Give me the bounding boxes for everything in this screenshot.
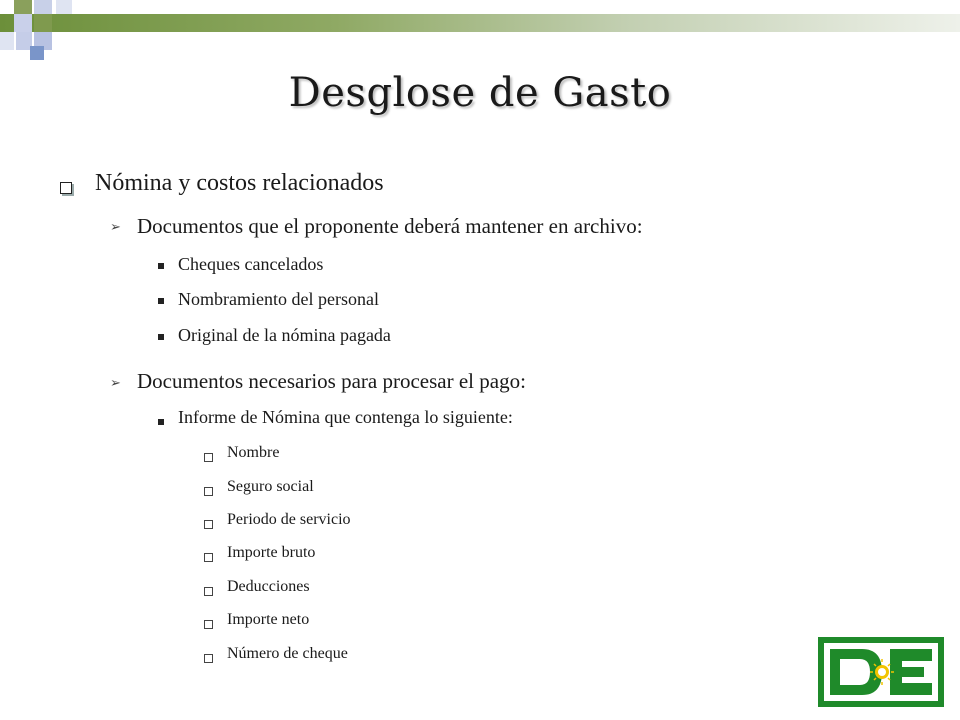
list-item: Cheques cancelados [178, 254, 324, 274]
hollow-square-bullet-icon [204, 487, 213, 496]
header-gradient-band [0, 14, 960, 32]
list-item: Nombramiento del personal [178, 289, 379, 309]
arrow-bullet-icon: ➢ [110, 219, 121, 234]
list-item: Número de cheque [227, 645, 348, 662]
header-square-decor [34, 0, 52, 14]
section-a-heading: Documentos que el proponente deberá mantener en archivo: [137, 214, 643, 238]
list-item: Deducciones [227, 578, 310, 595]
hollow-square-bullet-icon [204, 587, 213, 596]
header-square-decor [0, 32, 14, 50]
arrow-bullet-icon: ➢ [110, 375, 121, 390]
checkbox-bullet-icon [60, 182, 72, 194]
section-b-item: Informe de Nómina que contenga lo siguiente: [178, 407, 513, 427]
header-square-decor [14, 0, 32, 14]
section-b-heading: Documentos necesarios para procesar el pago: [137, 369, 526, 393]
list-item: Nombre [227, 444, 280, 461]
hollow-square-bullet-icon [204, 620, 213, 629]
hollow-square-bullet-icon [204, 453, 213, 462]
square-bullet-icon [158, 263, 164, 269]
list-item: Importe neto [227, 611, 310, 628]
square-bullet-icon [158, 298, 164, 304]
de-logo-icon [818, 637, 944, 707]
outline-level1: Nómina y costos relacionados [95, 170, 384, 196]
square-bullet-icon [158, 419, 164, 425]
list-item: Original de la nómina pagada [178, 325, 391, 345]
header-square-decor [30, 46, 44, 60]
hollow-square-bullet-icon [204, 553, 213, 562]
slide-title: Desglose de Gasto [288, 70, 672, 116]
hollow-square-bullet-icon [204, 520, 213, 529]
hollow-square-bullet-icon [204, 654, 213, 663]
header-square-decor [14, 14, 32, 32]
square-bullet-icon [158, 334, 164, 340]
header-square-decor [34, 14, 52, 32]
list-item: Periodo de servicio [227, 511, 351, 528]
list-item: Importe bruto [227, 544, 316, 561]
header-square-decor [56, 0, 72, 14]
list-item: Seguro social [227, 478, 314, 495]
